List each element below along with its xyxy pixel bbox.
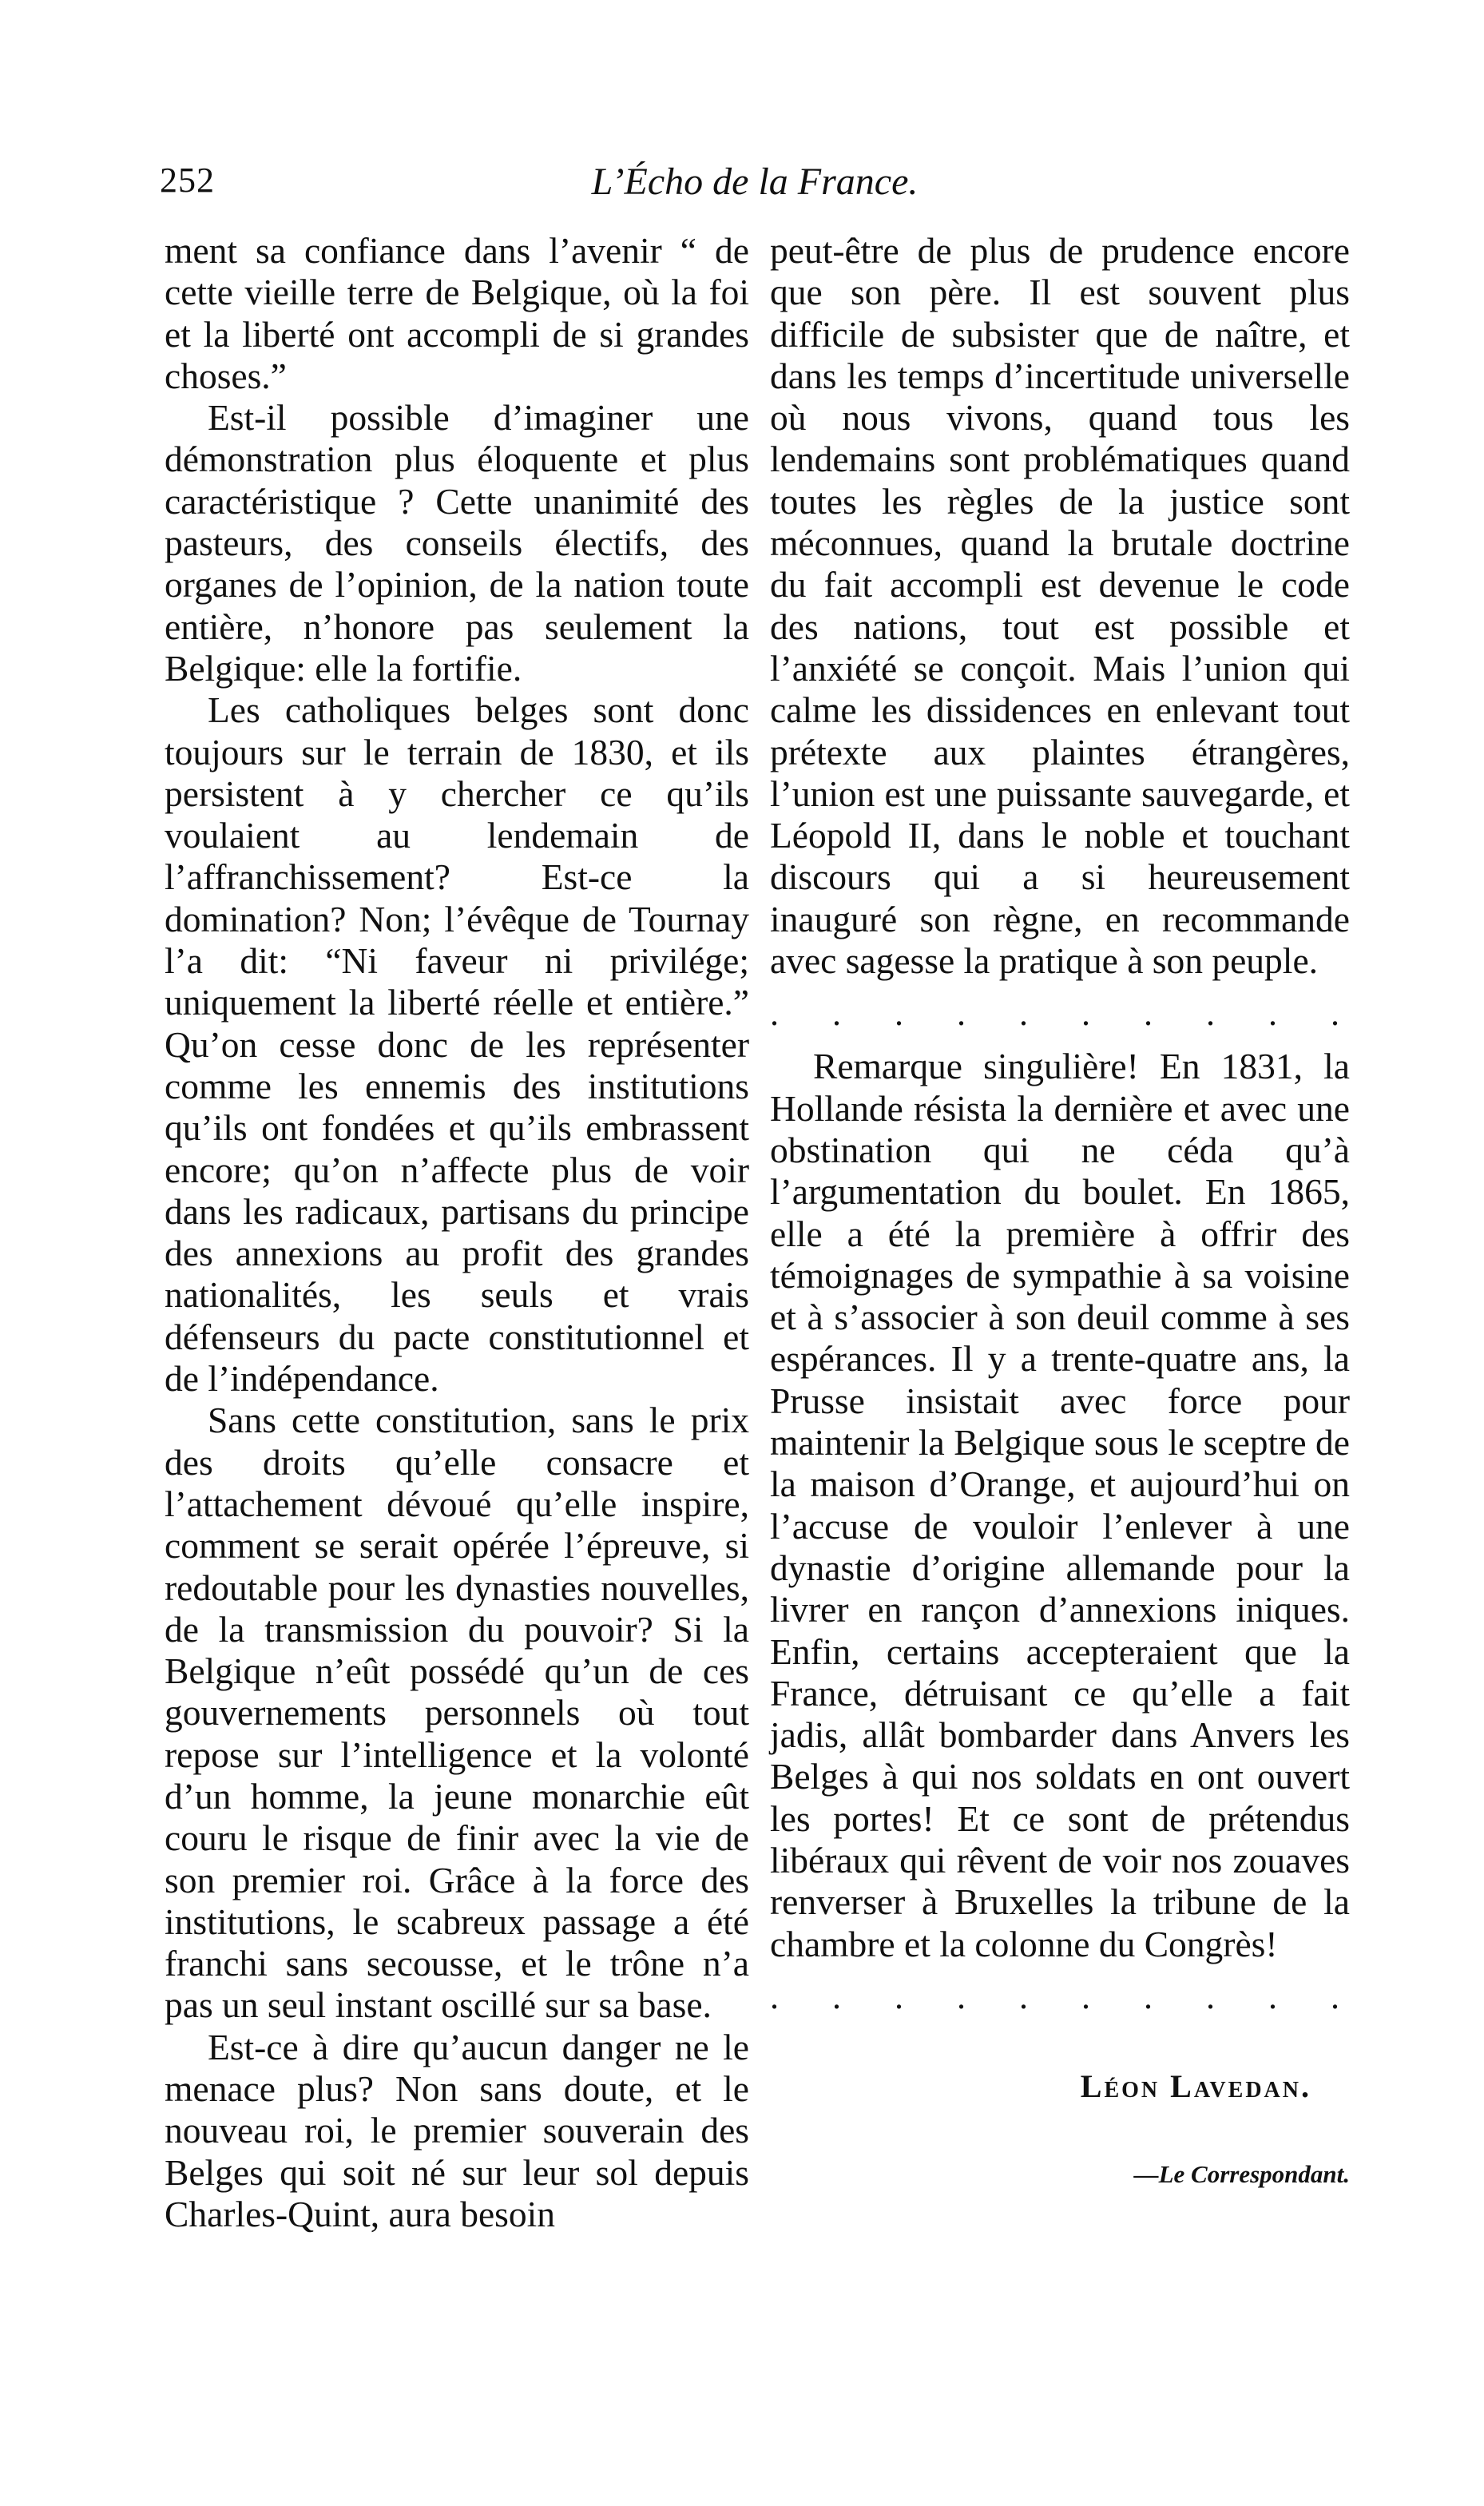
- paragraph: Sans cette constitution, sans le prix des droits qu’elle consacre et l’attachement dévoué qu’elle inspire, comment se serait opérée l’épreuve, si redoutable pour les dynasties nouvelles, de la transmission du pouvoir? Si la Belgique n’eût possédé qu’un de ces gouvernements personnels où tout repose sur l’intelligence et la volonté d’un homme, la jeune monarchie eût couru le risque de finir avec la vie de son premier roi. Grâce à la force des institutions, le scabreux passage a été franchi sans secousse, et le trône n’a pas un seul instant oscillé sur sa base.: [165, 1400, 749, 2026]
- author-signature: Léon Lavedan.: [1080, 2067, 1311, 2104]
- page-number: 252: [160, 161, 215, 200]
- page-header: [160, 160, 1350, 216]
- right-column: [770, 230, 1362, 2195]
- paragraph: ment sa confiance dans l’avenir “ de cette vieille terre de Belgique, où la foi et la liberté ont accompli de si grandes choses.”: [165, 230, 749, 396]
- left-column: [165, 230, 749, 2235]
- paragraph: Remarque singulière! En 1831, la Hollande résista la dernière et avec une obstination qui ne céda qu’à l’argumentation du boulet. En 1865, elle a été la première à offrir des témoignages de sympathie à sa voisine et à s’associer à son deuil comme à ses espérances. Il y a trente-quatre ans, la Prusse insistait avec force pour maintenir la Belgique sous le sceptre de la maison d’Orange, et aujourd’hui on l’accuse de vouloir l’enlever à une dynastie d’origine allemande pour la livrer en rançon d’annexions iniques. Enfin, certains accepteraient que la France, détruisant ce qu’elle a fait jadis, allât bombarder dans Anvers les Belges à qui nos soldats en ont ouvert les portes! Et ce sont de prétendus libéraux qui rêvent de voir nos zouaves renverser à Bruxelles la tribune de la chambre et la colonne du Congrès!: [770, 1046, 1350, 1964]
- ellipsis-row: . . . . . . . . . .: [770, 994, 1362, 1034]
- paragraph: Est-il possible d’imaginer une démonstration plus éloquente et plus caractéristique ? Cette unanimité des pasteurs, des conseils électifs, des organes de l’opinion, de la nation toute entière, n’honore pas seulement la Belgique: elle la fortifie.: [165, 397, 749, 689]
- ellipsis-row: . . . . . . . . . .: [770, 1976, 1362, 2016]
- source-attribution: —Le Correspondant.: [1133, 2160, 1350, 2189]
- paragraph: Les catholiques belges sont donc toujours sur le terrain de 1830, et ils persistent à y chercher ce qu’ils voulaient au lendemain de l’affranchissement? Est-ce la domination? Non; l’évêque de Tournay l’a dit: “Ni faveur ni privilége; uniquement la liberté réelle et entière.” Qu’on cesse donc de les représenter comme les ennemis des institutions qu’ils ont fondées et qu’ils embrassent encore; qu’on n’affecte plus de voir dans les radicaux, partisans du principe des annexions au profit des grandes nationalités, les seuls et vrais défenseurs du pacte constitutionnel et de l’indépendance.: [165, 689, 749, 1400]
- paragraph: peut-être de plus de prudence encore que son père. Il est souvent plus difficile de subsister que de naître, et dans les temps d’incertitude universelle où nous vivons, quand tous les lendemains sont problématiques quand toutes les règles de la justice sont méconnues, quand la brutale doctrine du fait accompli est devenue le code des nations, tout est possible et l’anxiété se conçoit. Mais l’union qui calme les dissidences en enlevant tout prétexte aux plaintes étrangères, l’union est une puissante sauvegarde, et Léopold II, dans le noble et touchant discours qui a si heureusement inauguré son règne, en recommande avec sagesse la pratique à son peuple.: [770, 230, 1350, 982]
- running-title: L’Écho de la France.: [591, 161, 919, 203]
- paragraph: Est-ce à dire qu’aucun danger ne le menace plus? Non sans doute, et le nouveau roi, le premier souverain des Belges qui soit né sur leur sol depuis Charles-Quint, aura besoin: [165, 2026, 749, 2234]
